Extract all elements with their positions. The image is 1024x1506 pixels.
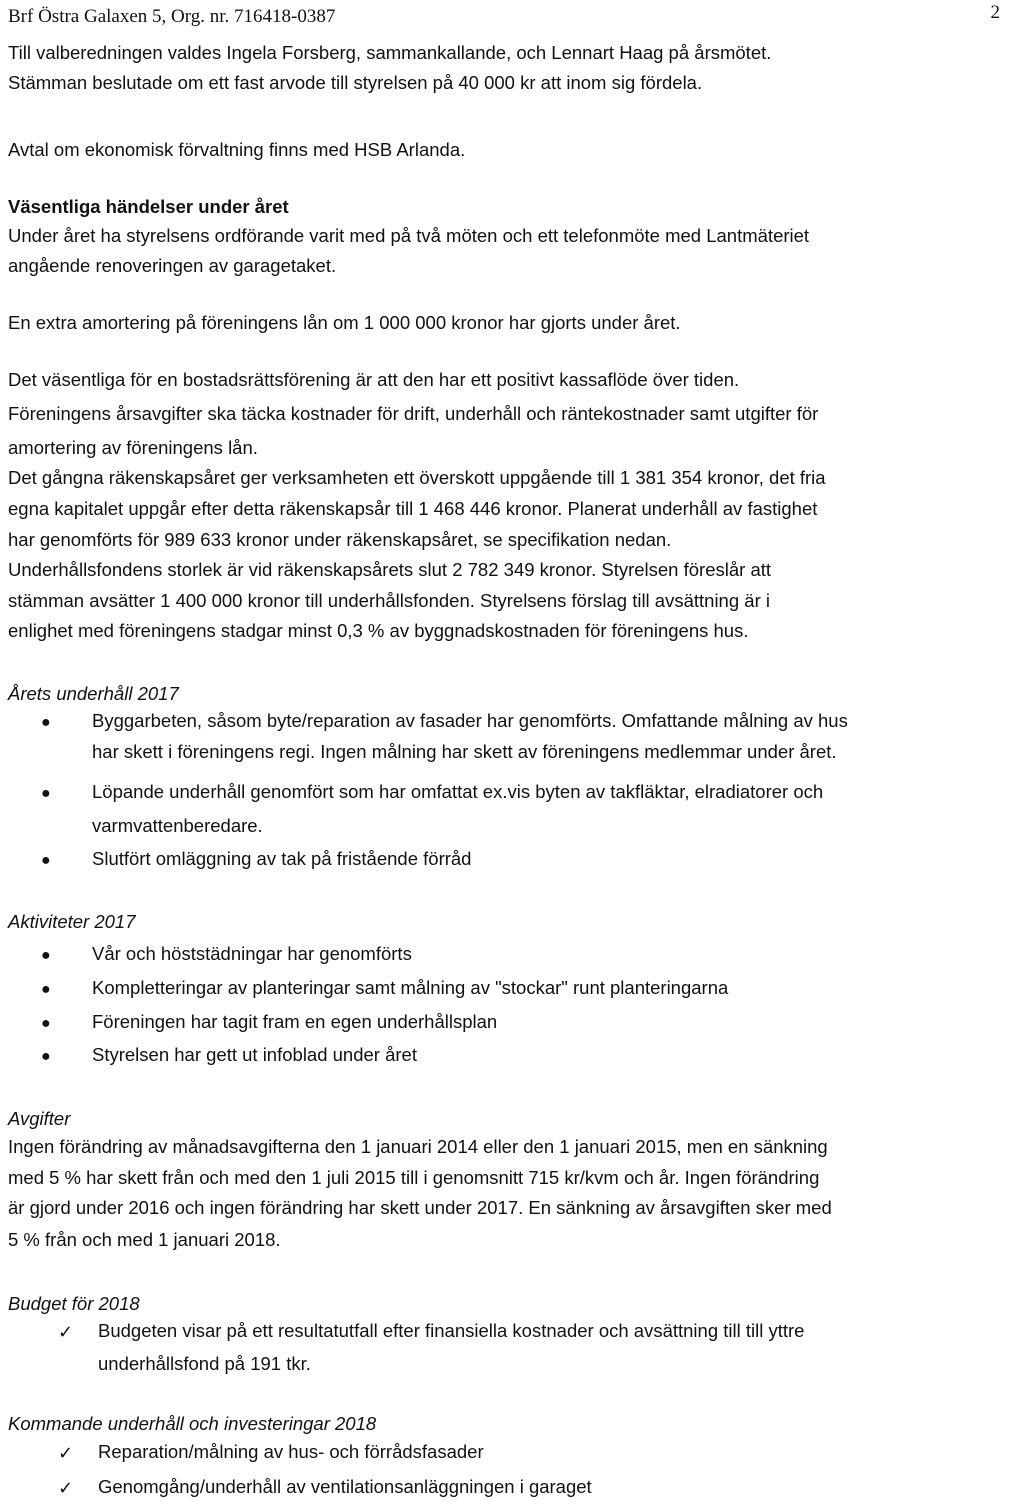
- bullet-icon: ●: [41, 714, 51, 731]
- checkmark-icon: ✓: [58, 1443, 74, 1463]
- fees-heading: Avgifter: [8, 1108, 71, 1129]
- events-heading: Väsentliga händelser under året: [8, 196, 289, 217]
- finance-line: Underhållsfondens storlek är vid räkenskapsårets slut 2 782 349 kronor. Styrelsen föreslår att: [8, 559, 772, 580]
- maintenance-item: Byggarbeten, såsom byte/reparation av fasader har genomförts. Omfattande målning av hus: [92, 710, 848, 731]
- bullet-icon: ●: [41, 852, 51, 869]
- finance-line: enlighet med föreningens stadgar minst 0,3 % av byggnadskostnaden för föreningens hus.: [8, 620, 749, 641]
- events-line: En extra amortering på föreningens lån om 1 000 000 kronor har gjorts under året.: [8, 312, 681, 333]
- budget-item: Budgeten visar på ett resultatutfall efter finansiella kostnader och avsättning till till yttre: [98, 1320, 805, 1341]
- page-number: 2: [990, 2, 1000, 23]
- maintenance-item: Löpande underhåll genomfört som har omfattat ex.vis byten av takfläktar, elradiatorer och: [92, 781, 824, 802]
- finance-line: stämman avsätter 1 400 000 kronor till underhållsfonden. Styrelsens förslag till avsättning är i: [8, 590, 770, 611]
- intro-line: Avtal om ekonomisk förvaltning finns med HSB Arlanda.: [8, 139, 466, 160]
- intro-line: Till valberedningen valdes Ingela Forsberg, sammankallande, och Lennart Haag på årsmötet.: [8, 42, 772, 63]
- intro-line: Stämman beslutade om ett fast arvode till styrelsen på 40 000 kr att inom sig fördela.: [8, 72, 703, 93]
- bullet-icon: ●: [41, 785, 51, 802]
- org-header: Brf Östra Galaxen 5, Org. nr. 716418-0387: [8, 6, 336, 27]
- fees-line: 5 % från och med 1 januari 2018.: [8, 1229, 281, 1250]
- events-line: Under året ha styrelsens ordförande varit med på två möten och ett telefonmöte med Lantmäteriet: [8, 225, 810, 246]
- checkmark-icon: ✓: [58, 1322, 74, 1342]
- finance-line: Det gångna räkenskapsåret ger verksamheten ett överskott uppgående till 1 381 354 kronor, det fria: [8, 467, 826, 488]
- activity-item: Styrelsen har gett ut infoblad under året: [92, 1044, 417, 1065]
- events-line: angående renoveringen av garagetaket.: [8, 255, 337, 276]
- bullet-icon: ●: [41, 1015, 51, 1032]
- maintenance-item-continued: varmvattenberedare.: [92, 815, 263, 836]
- finance-line: amortering av föreningens lån.: [8, 437, 258, 458]
- activity-item: Föreningen har tagit fram en egen underhållsplan: [92, 1011, 498, 1032]
- finance-line: har genomförts för 989 633 kronor under räkenskapsåret, se specifikation nedan.: [8, 529, 672, 550]
- maintenance-heading: Årets underhåll 2017: [8, 683, 179, 704]
- activity-item: Vår och höststädningar har genomförts: [92, 943, 412, 964]
- budget-item-continued: underhållsfond på 191 tkr.: [98, 1353, 311, 1374]
- fees-line: med 5 % har skett från och med den 1 juli 2015 till i genomsnitt 715 kr/kvm och år. Ingen förändring: [8, 1167, 820, 1188]
- bullet-icon: ●: [41, 981, 51, 998]
- upcoming-heading: Kommande underhåll och investeringar 2018: [8, 1413, 377, 1434]
- checkmark-icon: ✓: [58, 1478, 74, 1498]
- upcoming-item: Genomgång/underhåll av ventilationsanläggningen i garaget: [98, 1476, 592, 1497]
- maintenance-item: Slutfört omläggning av tak på fristående förråd: [92, 848, 472, 869]
- activities-heading: Aktiviteter 2017: [8, 911, 136, 932]
- fees-line: Ingen förändring av månadsavgifterna den 1 januari 2014 eller den 1 januari 2015, men en sänkning: [8, 1136, 828, 1157]
- fees-line: är gjord under 2016 och ingen förändring har skett under 2017. En sänkning av årsavgiften sker med: [8, 1197, 832, 1218]
- activity-item: Kompletteringar av planteringar samt målning av "stockar" runt planteringarna: [92, 977, 729, 998]
- bullet-icon: ●: [41, 947, 51, 964]
- finance-line: Det väsentliga för en bostadsrättsförening är att den har ett positivt kassaflöde över tiden.: [8, 369, 740, 390]
- upcoming-item: Reparation/målning av hus- och förrådsfasader: [98, 1441, 484, 1462]
- bullet-icon: ●: [41, 1048, 51, 1065]
- budget-heading: Budget för 2018: [8, 1293, 140, 1314]
- finance-line: Föreningens årsavgifter ska täcka kostnader för drift, underhåll och räntekostnader samt utgifter för: [8, 403, 819, 424]
- maintenance-item-continued: har skett i föreningens regi. Ingen målning har skett av föreningens medlemmar under året.: [92, 741, 837, 762]
- finance-line: egna kapitalet uppgår efter detta räkenskapsår till 1 468 446 kronor. Planerat underhåll av fastighet: [8, 498, 818, 519]
